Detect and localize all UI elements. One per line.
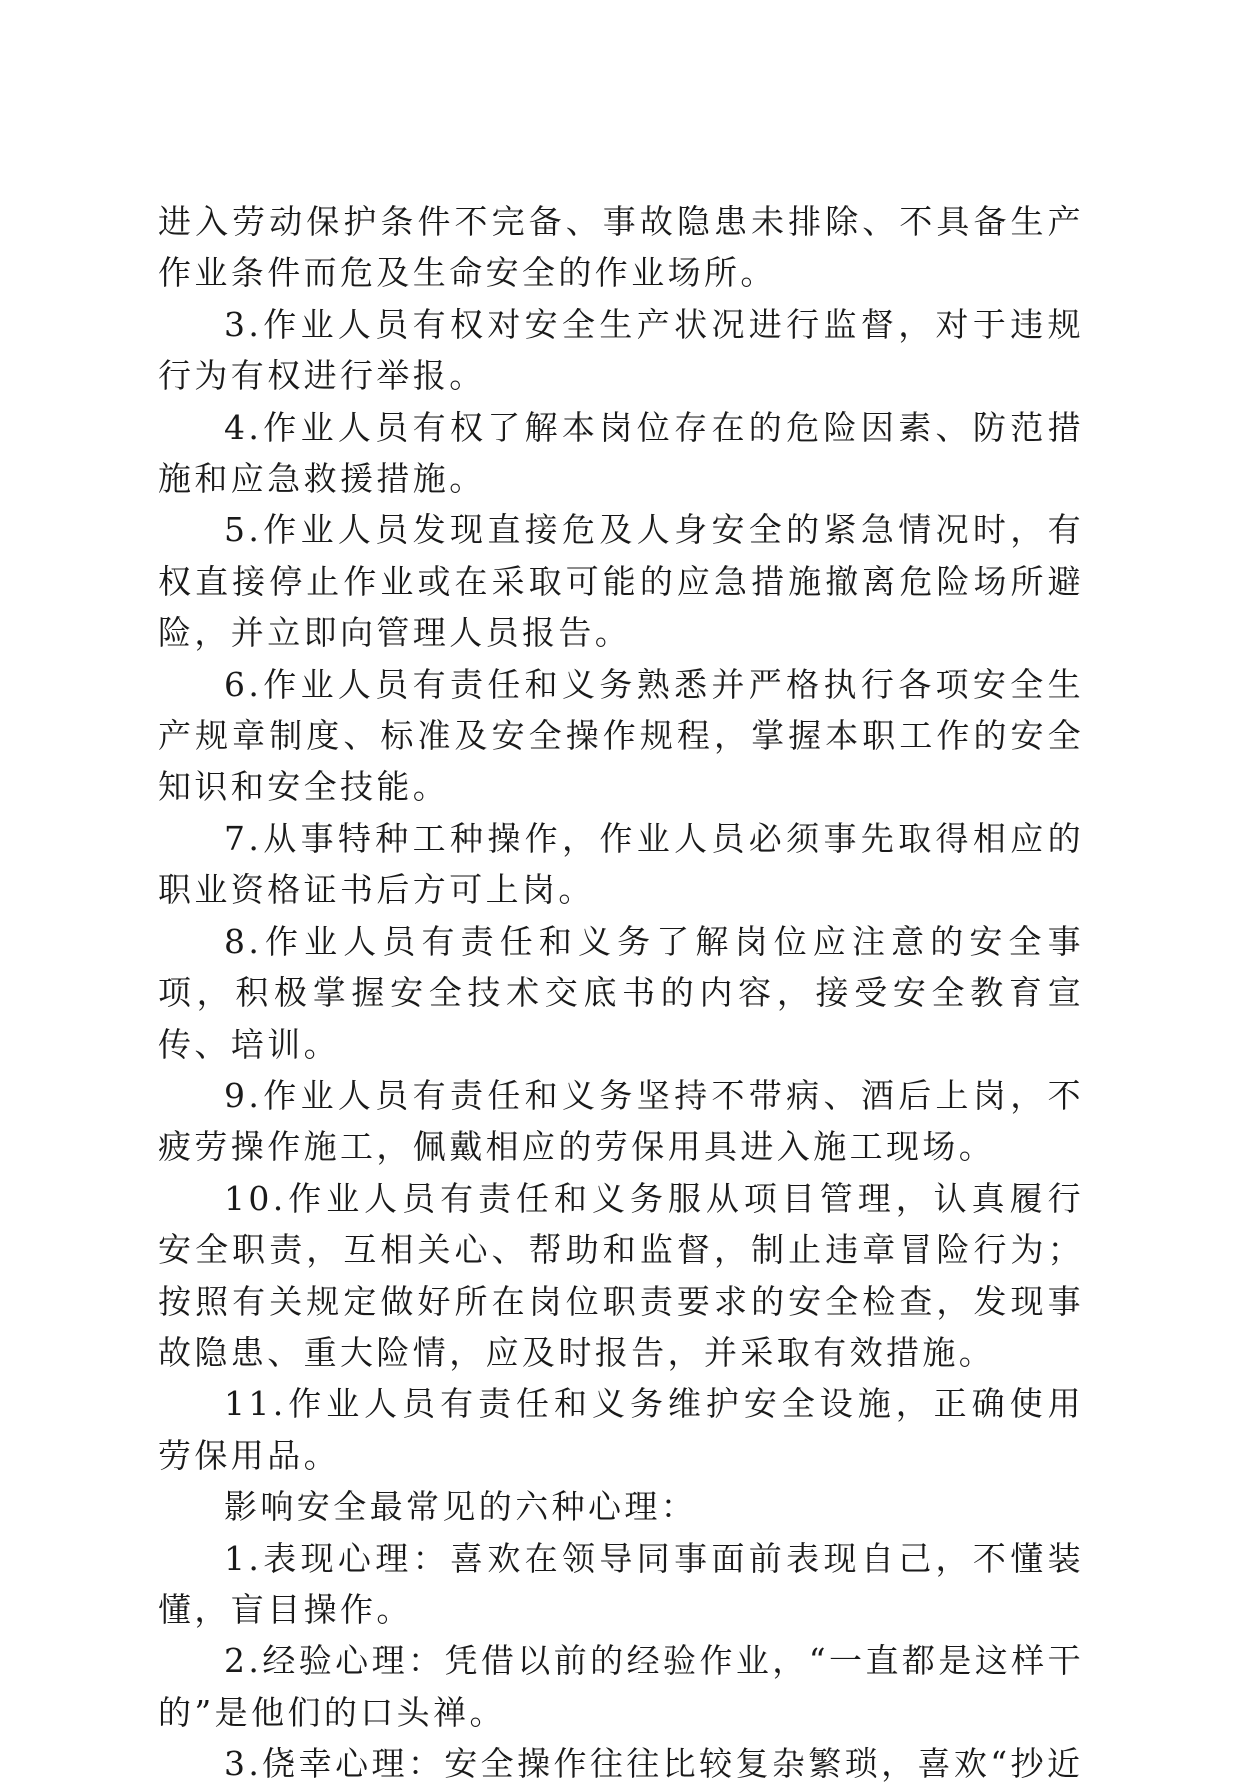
paragraph-duty-10: 10.作业人员有责任和义务服从项目管理，认真履行安全职责，互相关心、帮助和监督，制止违章冒险行为；按照有关规定做好所在岗位职责要求的安全检查，发现事故隐患、重大险情，应及时报告，并采取有效措施。 bbox=[158, 1178, 1084, 1372]
paragraph-psychology-3: 3.侥幸心理：安全操作往往比较复杂繁琐，喜欢“抄近 bbox=[224, 1744, 1084, 1784]
paragraph-right-3: 3.作业人员有权对安全生产状况进行监督，对于违规行为有权进行举报。 bbox=[158, 304, 1084, 396]
body-text bbox=[158, 196, 1084, 1790]
paragraph-duty-11: 11.作业人员有责任和义务维护安全设施，正确使用劳保用品。 bbox=[158, 1384, 1084, 1475]
paragraph-psychology-1: 1.表现心理：喜欢在领导同事面前表现自己，不懂装懂，盲目操作。 bbox=[158, 1538, 1084, 1629]
paragraph-right-5: 5.作业人员发现直接危及人身安全的紧急情况时，有权直接停止作业或在采取可能的应急措施撤离危险场所避险，并立即向管理人员报告。 bbox=[158, 510, 1084, 653]
paragraph-duty-8: 8.作业人员有责任和义务了解岗位应注意的安全事项，积极掌握安全技术交底书的内容，接受安全教育宣传、培训。 bbox=[158, 921, 1084, 1064]
paragraph-duty-6: 6.作业人员有责任和义务熟悉并严格执行各项安全生产规章制度、标准及安全操作规程，掌握本职工作的安全知识和安全技能。 bbox=[158, 664, 1084, 807]
paragraph-continuation: 进入劳动保护条件不完备、事故隐患未排除、不具备生产作业条件而危及生命安全的作业场所。 bbox=[158, 202, 1084, 293]
paragraph-right-4: 4.作业人员有权了解本岗位存在的危险因素、防范措施和应急救援措施。 bbox=[158, 407, 1084, 499]
paragraph-duty-7: 7.从事特种工种操作，作业人员必须事先取得相应的职业资格证书后方可上岗。 bbox=[158, 818, 1084, 910]
section-heading-psychology: 影响安全最常见的六种心理： bbox=[224, 1487, 698, 1527]
paragraph-duty-9: 9.作业人员有责任和义务坚持不带病、酒后上岗，不疲劳操作施工，佩戴相应的劳保用具进入施工现场。 bbox=[158, 1075, 1084, 1167]
paragraph-psychology-2: 2.经验心理：凭借以前的经验作业，“一直都是这样干的”是他们的口头禅。 bbox=[158, 1641, 1084, 1732]
